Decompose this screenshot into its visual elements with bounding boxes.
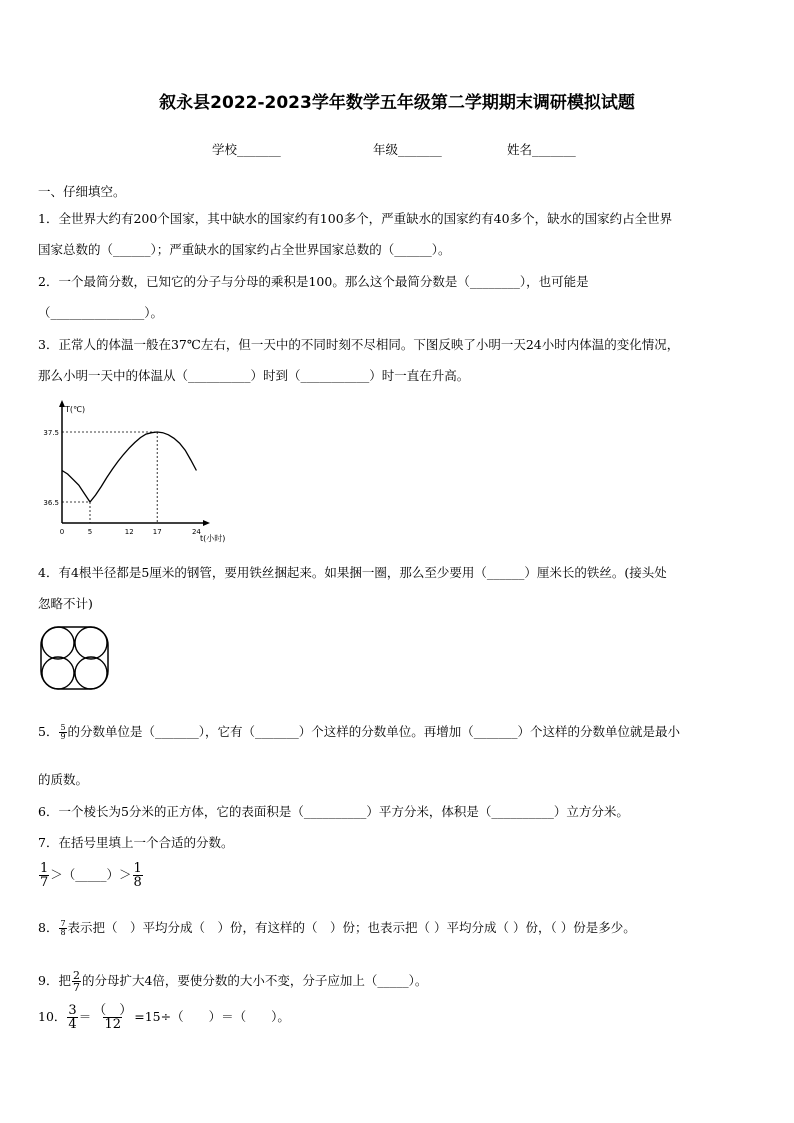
q7-fraction-right [133, 862, 143, 889]
q10-fraction-mid [92, 1004, 133, 1031]
q7-f2-den: 8 [133, 875, 142, 890]
x-tick-label: 24 [191, 528, 201, 536]
x-tick-label: 5 [87, 528, 93, 536]
x-tick-label: 12 [124, 528, 134, 536]
q8-fraction [59, 920, 66, 937]
name-blank: _______ [532, 142, 576, 157]
grade-label: 年级 [373, 142, 399, 157]
section-heading: 一、仔细填空。 [38, 184, 126, 199]
q10-line [38, 1004, 290, 1031]
q9-text: 的分母扩大4倍，要使分数的大小不变，分子应加上（_____）。 [81, 973, 428, 988]
q5-frac-den: 9 [60, 732, 66, 741]
q9-line [38, 970, 427, 993]
x-tick-label: 17 [152, 528, 162, 536]
q8-number: 8． [38, 920, 59, 935]
q10-rest: =15÷（ ）＝（ ）。 [134, 1009, 290, 1024]
q7-line1: 7．在括号里填上一个合适的分数。 [38, 835, 234, 850]
q10-f2-num: （ ） [93, 1003, 133, 1018]
q9-prefix: 9．把 [38, 973, 71, 988]
q5-line1 [38, 722, 680, 741]
q8-frac-den: 8 [60, 928, 66, 937]
q9-frac-num: 2 [72, 969, 80, 982]
q6-line: 6．一个棱长为5分米的正方体，它的表面积是（__________）平方分米，体积是（__________）立方分米。 [38, 804, 629, 819]
temperature-line [62, 432, 196, 502]
name-field [507, 140, 576, 158]
q7-f1-den: 7 [40, 875, 49, 890]
q10-f1-den: 4 [68, 1017, 77, 1032]
q5-line2: 的质数。 [38, 772, 89, 787]
q7-f1-num: 1 [40, 861, 49, 876]
x-tick-label: 0 [59, 528, 65, 536]
q5-number: 5． [38, 724, 59, 739]
q10-f1-num: 3 [68, 1003, 77, 1018]
x-axis-label: t(小时) [200, 534, 226, 543]
pipe-circle [75, 657, 107, 689]
q5-frac-num: 5 [60, 723, 66, 732]
pipe-circle [75, 627, 107, 659]
page-title: 叙永县2022-2023学年数学五年级第二学期期末调研模拟试题 [159, 93, 635, 113]
name-label: 姓名 [507, 142, 533, 157]
pipe-circle [42, 627, 74, 659]
grade-field [373, 140, 442, 158]
q10-f2-den: 12 [104, 1017, 121, 1032]
q7-line2 [38, 862, 144, 889]
y-axis-label: T(℃) [65, 405, 86, 414]
four-pipes-figure [38, 624, 112, 692]
y-tick-label: 37.5 [43, 429, 59, 437]
q10-number: 10． [38, 1009, 67, 1024]
x-axis-arrow [203, 520, 210, 526]
q4-line1: 4．有4根半径都是5厘米的钢管，要用铁丝捆起来。如果捆一圈，那么至少要用（______）厘米长的铁丝。(接头处 [38, 565, 667, 580]
q10-equals: ＝ [78, 1009, 92, 1024]
q7-middle: ＞（_____）＞ [50, 867, 132, 882]
q2-line1: 2．一个最简分数，已知它的分子与分母的乘积是100。那么这个最简分数是（________），也可能是 [38, 274, 589, 289]
q5-text: 的分数单位是（_______），它有（_______）个这样的分数单位。再增加（_______）个这样的分数单位就是最小 [67, 724, 681, 739]
q4-line2: 忽略不计) [38, 596, 93, 611]
q1-line1: 1．全世界大约有200个国家，其中缺水的国家约有100多个，严重缺水的国家约有40多个，缺水的国家约占全世界 [38, 211, 673, 226]
q2-line2: （_______________）。 [38, 305, 164, 320]
q7-fraction-left [39, 862, 49, 889]
q3-line2: 那么小明一天中的体温从（__________）时到（___________）时一直在升高。 [38, 368, 470, 383]
school-field [212, 140, 281, 158]
q8-text: 表示把（ ）平均分成（ ）份，有这样的（ ）份；也表示把（ ）平均分成（ ）份，（ ）份是多少。 [67, 920, 636, 935]
school-blank: _______ [237, 142, 281, 157]
q8-frac-num: 7 [60, 919, 66, 928]
q1-line2: 国家总数的（______）；严重缺水的国家约占全世界国家总数的（______）。 [38, 242, 451, 257]
q10-fraction-left [67, 1004, 77, 1031]
pipe-circle [42, 657, 74, 689]
q9-fraction [72, 970, 81, 993]
school-label: 学校 [212, 142, 238, 157]
y-tick-label: 36.5 [43, 499, 59, 507]
q3-line1: 3．正常人的体温一般在37℃左右，但一天中的不同时刻不尽相同。下图反映了小明一天24小时内体温的变化情况， [38, 337, 680, 352]
temperature-chart [34, 396, 226, 546]
q7-f2-num: 1 [133, 861, 142, 876]
grade-blank: _______ [398, 142, 442, 157]
q9-frac-den: 7 [72, 981, 80, 994]
q8-line [38, 918, 636, 937]
q5-fraction [59, 724, 66, 741]
